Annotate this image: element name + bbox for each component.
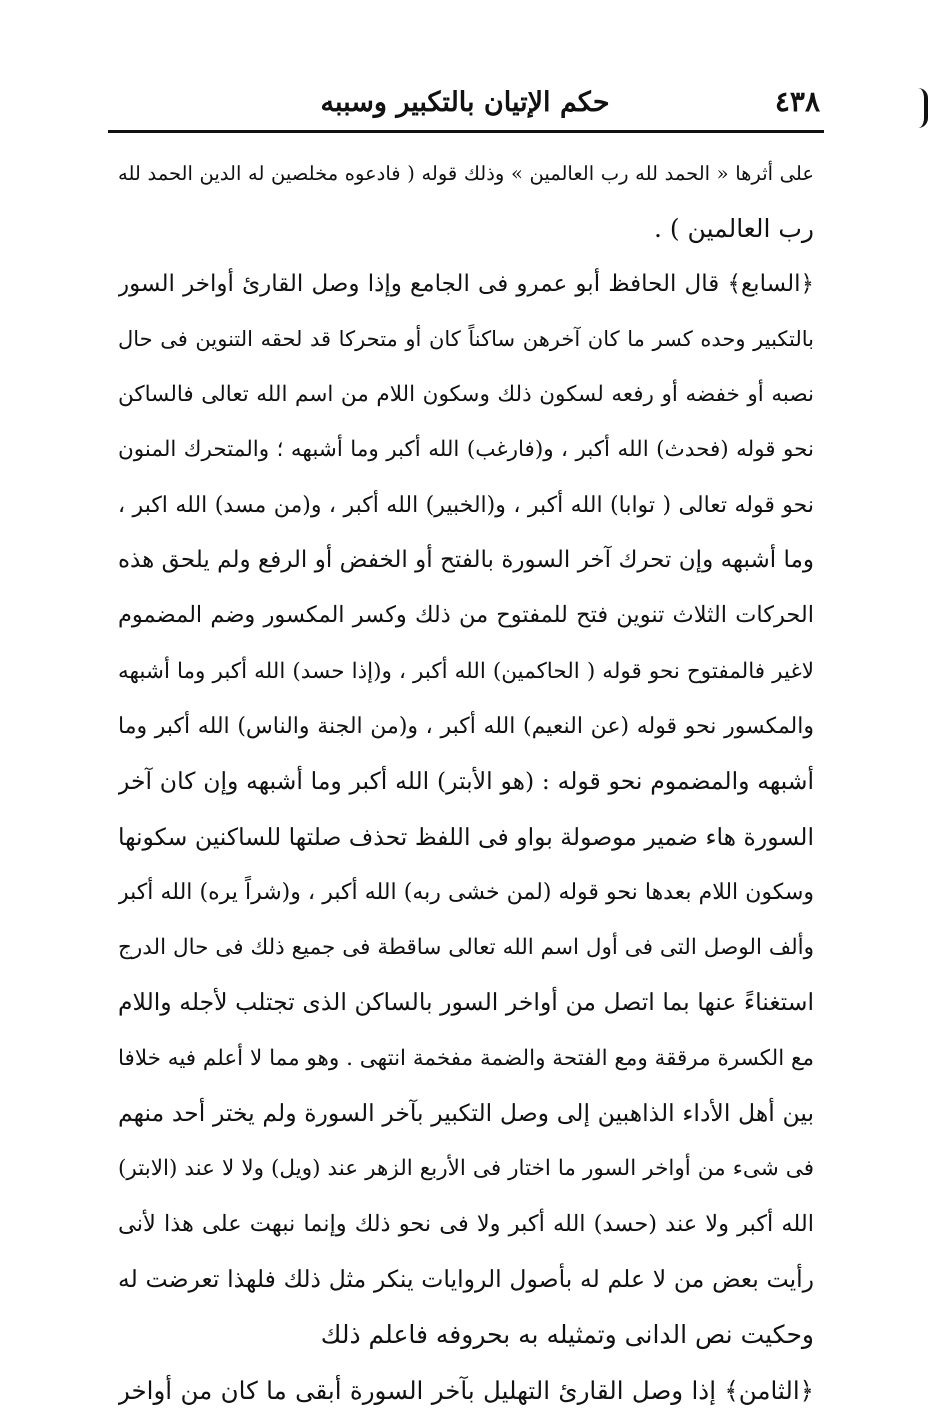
text-line: مع الكسرة مرققة ومع الفتحة والضمة مفخمة انتهى . وهو مما لا أعلم فيه خلافا xyxy=(118,1045,814,1071)
text-line: على أثرها « الحمد لله رب العالمين » وذلك قوله ( فادعوه مخلصين له الدين الحمد لله xyxy=(118,162,814,185)
text-line: الحركات الثلاث تنوين فتح للمفتوح من ذلك وكسر المكسور وضم المضموم xyxy=(118,602,814,629)
text-line: الله أكبر ولا عند (حسد) الله أكبر ولا فى نحو ذلك وإنما نبهت على هذا لأنى xyxy=(118,1210,814,1237)
text-line: وما أشبهه وإن تحرك آخر السورة بالفتح أو الخفض أو الرفع ولم يلحق هذه xyxy=(118,547,814,574)
text-line: نصبه أو خفضه أو رفعه لسكون ذلك وسكون اللام من اسم الله تعالى فالساكن xyxy=(118,382,814,408)
header-rule xyxy=(108,130,824,133)
page-header xyxy=(110,80,820,122)
text-line: وألف الوصل التى فى أول اسم الله تعالى ساقطة فى جميع ذلك فى حال الدرج xyxy=(118,935,814,961)
page-edge-mark xyxy=(918,88,928,128)
text-line: ﴿الثامن﴾ إذا وصل القارئ التهليل بآخر السورة أبقى ما كان من أواخر xyxy=(118,1375,814,1405)
text-line: نحو قوله تعالى ( توابا) الله أكبر ، و(الخبير) الله أكبر ، و(من مسد) الله اكبر ، xyxy=(118,492,814,518)
text-line: نحو قوله (فحدث) الله أكبر ، و(فارغب) الله أكبر وما أشبهه ؛ والمتحرك المنون xyxy=(118,437,814,463)
text-line: رب العالمين ) . xyxy=(653,214,814,244)
text-line: ﴿السابع﴾ قال الحافظ أبو عمرو فى الجامع وإذا وصل القارئ أواخر السور xyxy=(118,270,814,297)
text-line: استغناءً عنها بما اتصل من أواخر السور بالساكن الذى تجتلب لأجله واللام xyxy=(118,988,814,1017)
text-line: فى شىء من أواخر السور ما اختار فى الأربع الزهر عند (ويل) ولا لا عند (الابتر) xyxy=(118,1156,814,1182)
text-line: بالتكبير وحده كسر ما كان آخرهن ساكناً كان أو متحركا قد لحقه التنوين فى حال xyxy=(118,326,814,351)
running-title: حكم الإتيان بالتكبير وسببه xyxy=(320,87,610,118)
text-line: رأيت بعض من لا علم له بأصول الروايات ينكر مثل ذلك فلهذا تعرضت له xyxy=(118,1264,814,1293)
body-text xyxy=(118,146,814,1418)
text-line: والمكسور نحو قوله (عن النعيم) الله أكبر ، و(من الجنة والناس) الله أكبر وما xyxy=(118,713,814,739)
text-line: وحكيت نص الدانى وتمثيله به بحروفه فاعلم ذلك xyxy=(320,1320,814,1350)
page-number: ٤٣٨ xyxy=(774,85,820,118)
text-line: لاغير فالمفتوح نحو قوله ( الحاكمين) الله أكبر ، و(إذا حسد) الله أكبر وما أشبهه xyxy=(118,658,814,684)
text-line: السورة هاء ضمير موصولة بواو فى اللفظ تحذف صلتها للساكنين سكونها xyxy=(118,822,814,851)
text-line: وسكون اللام بعدها نحو قوله (لمن خشى ربه) الله أكبر ، و(شراً يره) الله أكبر xyxy=(118,879,814,905)
text-line: أشبهه والمضموم نحو قوله : (هو الأبتر) الله أكبر وما أشبهه وإن كان آخر xyxy=(118,767,814,796)
text-line: بين أهل الأداء الذاهبين إلى وصل التكبير بآخر السورة ولم يختر أحد منهم xyxy=(118,1099,814,1128)
